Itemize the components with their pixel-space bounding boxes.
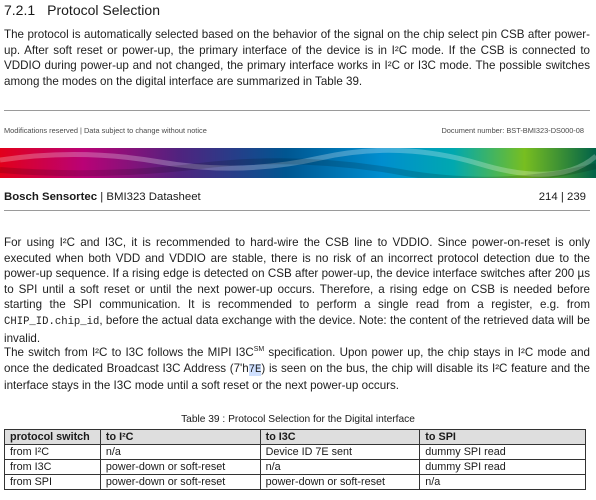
footer-document-number: Document number: BST-BMI323-DS000-08 [441, 126, 584, 135]
table-cell: n/a [100, 445, 260, 460]
table-cell: Device ID 7E sent [260, 445, 420, 460]
column-header: protocol switch [5, 430, 101, 445]
paragraph-i3c-switch [4, 345, 590, 394]
table-row [5, 460, 586, 475]
register-code: CHIP_ID.chip_id [4, 315, 100, 328]
running-header [4, 191, 201, 203]
highlighted-address: 7E [248, 363, 262, 376]
paragraph-text: For using I²C and I3C, it is recommended to hard-wire the CSB line to VDDIO. Since power-on-reset is only executed when both VDD and VDDIO are stable, there is no risk of an incorrect protocol detection due to the power-up sequence. If a rising edge is detected on CSB after power-up, the device interface switches after 200 µs to SPI until a soft reset or until the next power-up occurs. Therefore, a rising edge on CSB is needed before starting the SPI communication. It is recommended to perform a single read from a register, e.g. from [4, 236, 590, 312]
table-header-row [5, 430, 586, 445]
footer-divider [4, 110, 590, 111]
brand-color-band [0, 148, 596, 178]
company-name: Bosch Sensortec [4, 191, 98, 203]
table-cell: dummy SPI read [420, 460, 586, 475]
protocol-selection-table [4, 429, 586, 490]
table-cell: from SPI [5, 475, 101, 490]
page-number: 214 | 239 [538, 191, 586, 203]
table-cell: dummy SPI read [420, 445, 586, 460]
table-row [5, 475, 586, 490]
paragraph-text: specification. Upon power up, the chip stays in I²C mode and once the dedicated Broadcast I3C Address (7'h [4, 346, 590, 375]
section-title: Protocol Selection [47, 2, 160, 18]
column-header: to SPI [420, 430, 586, 445]
paragraph-i2c-i3c-wiring [4, 235, 590, 346]
table-cell: power-down or soft-reset [260, 475, 420, 490]
section-heading [4, 2, 160, 18]
table-cell: power-down or soft-reset [100, 460, 260, 475]
paragraph-text: The switch from I²C to I3C follows the MIPI I3C [4, 346, 254, 359]
service-mark: SM [253, 346, 265, 354]
header-divider [4, 210, 590, 211]
table-cell: n/a [260, 460, 420, 475]
section-number: 7.2.1 [4, 2, 36, 18]
column-header: to I3C [260, 430, 420, 445]
table-cell: n/a [420, 475, 586, 490]
paragraph-protocol-intro: The protocol is automatically selected based on the behavior of the signal on the chip select pin CSB after power-up. After soft reset or power-up, the primary interface of the device is in I²C mode. If the CSB is connected to VDDIO during power-up and not changed, the primary interface works in I²C or I3C mode. The possible switches among the modes on the digital interface are summarized in Table 39. [4, 28, 590, 88]
table-cell: from I3C [5, 460, 101, 475]
column-header: to I²C [100, 430, 260, 445]
table-row [5, 445, 586, 460]
paragraph-text: ) is seen on the bus, the chip will disable its I²C feature and the interface stays in the I3C mode until a soft reset or the next power-up occurs. [4, 361, 591, 393]
table-cell: from I²C [5, 445, 101, 460]
header-separator: | [97, 191, 107, 203]
paragraph-text: , before the actual data exchange with the device. Note: the content of the retrieved data will be invalid. [4, 313, 590, 345]
document-name: BMI323 Datasheet [106, 191, 201, 203]
footer-disclaimer: Modifications reserved | Data subject to change without notice [4, 126, 207, 135]
table-caption: Table 39 : Protocol Selection for the Digital interface [181, 414, 415, 425]
table-cell: power-down or soft-reset [100, 475, 260, 490]
